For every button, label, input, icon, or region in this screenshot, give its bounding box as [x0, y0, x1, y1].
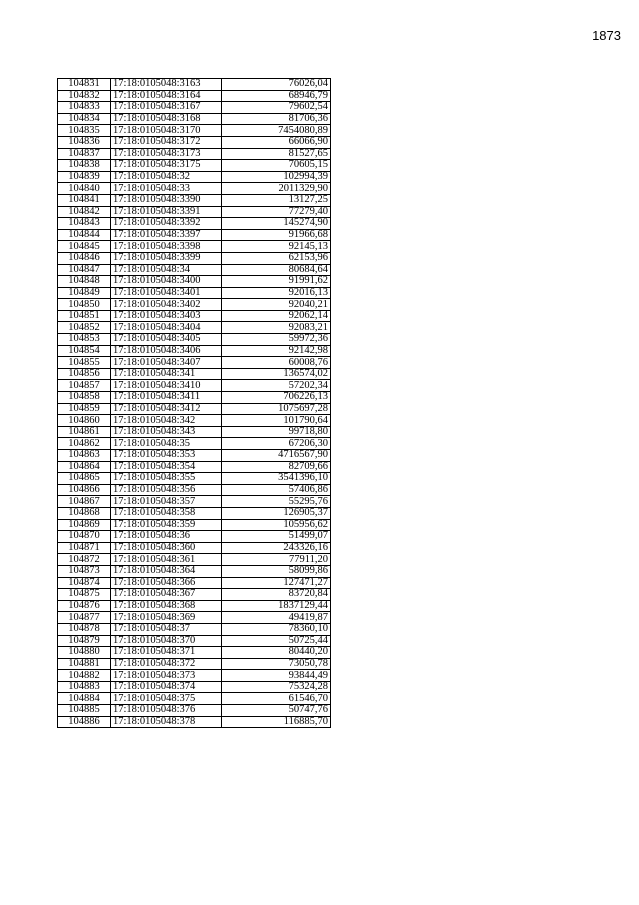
cadastral-value: 55295,76: [222, 496, 331, 508]
cadastral-number: 17:18:0105048:32: [111, 171, 222, 183]
row-number: 104854: [58, 345, 111, 357]
table-row: [58, 635, 331, 647]
cadastral-value: 3541396,10: [222, 473, 331, 485]
row-number: 104876: [58, 600, 111, 612]
cadastral-number: 17:18:0105048:3402: [111, 299, 222, 311]
table-row: [58, 160, 331, 172]
cadastral-value: 92142,98: [222, 345, 331, 357]
cadastral-value-table: [57, 78, 331, 728]
table-row: [58, 310, 331, 322]
cadastral-number: 17:18:0105048:3391: [111, 206, 222, 218]
table-row: [58, 113, 331, 125]
row-number: 104834: [58, 113, 111, 125]
table-row: [58, 450, 331, 462]
row-number: 104858: [58, 392, 111, 404]
table-row: [58, 171, 331, 183]
row-number: 104832: [58, 90, 111, 102]
row-number: 104833: [58, 102, 111, 114]
cadastral-number: 17:18:0105048:3412: [111, 403, 222, 415]
row-number: 104868: [58, 507, 111, 519]
row-number: 104855: [58, 357, 111, 369]
cadastral-value: 82709,66: [222, 461, 331, 473]
cadastral-value: 50725,44: [222, 635, 331, 647]
table-row: [58, 102, 331, 114]
row-number: 104874: [58, 577, 111, 589]
cadastral-number: 17:18:0105048:364: [111, 565, 222, 577]
row-number: 104853: [58, 334, 111, 346]
row-number: 104870: [58, 531, 111, 543]
cadastral-number: 17:18:0105048:3175: [111, 160, 222, 172]
row-number: 104881: [58, 658, 111, 670]
cadastral-value: 81527,65: [222, 148, 331, 160]
cadastral-number: 17:18:0105048:342: [111, 415, 222, 427]
row-number: 104879: [58, 635, 111, 647]
cadastral-value: 102994,39: [222, 171, 331, 183]
cadastral-value: 136574,02: [222, 368, 331, 380]
cadastral-value: 81706,36: [222, 113, 331, 125]
table-row: [58, 392, 331, 404]
cadastral-value: 66066,90: [222, 136, 331, 148]
row-number: 104842: [58, 206, 111, 218]
table-row: [58, 299, 331, 311]
row-number: 104864: [58, 461, 111, 473]
row-number: 104841: [58, 194, 111, 206]
cadastral-value: 2011329,90: [222, 183, 331, 195]
cadastral-value: 92083,21: [222, 322, 331, 334]
table-row: [58, 403, 331, 415]
cadastral-number: 17:18:0105048:3392: [111, 218, 222, 230]
cadastral-number: 17:18:0105048:3399: [111, 252, 222, 264]
cadastral-number: 17:18:0105048:37: [111, 623, 222, 635]
cadastral-value: 77279,40: [222, 206, 331, 218]
row-number: 104850: [58, 299, 111, 311]
table-row: [58, 380, 331, 392]
cadastral-value: 127471,27: [222, 577, 331, 589]
cadastral-value: 76026,04: [222, 79, 331, 91]
row-number: 104831: [58, 79, 111, 91]
cadastral-value: 99718,80: [222, 426, 331, 438]
table-row: [58, 507, 331, 519]
table-row: [58, 136, 331, 148]
cadastral-value: 706226,13: [222, 392, 331, 404]
cadastral-value: 243326,16: [222, 542, 331, 554]
cadastral-value: 73050,78: [222, 658, 331, 670]
table-row: [58, 565, 331, 577]
cadastral-number: 17:18:0105048:341: [111, 368, 222, 380]
table-row: [58, 218, 331, 230]
table-row: [58, 183, 331, 195]
cadastral-number: 17:18:0105048:354: [111, 461, 222, 473]
table-row: [58, 461, 331, 473]
cadastral-value: 80440,20: [222, 647, 331, 659]
table-row: [58, 79, 331, 91]
table-row: [58, 194, 331, 206]
cadastral-number: 17:18:0105048:3411: [111, 392, 222, 404]
table-row: [58, 716, 331, 728]
cadastral-number: 17:18:0105048:353: [111, 450, 222, 462]
cadastral-value: 126905,37: [222, 507, 331, 519]
cadastral-number: 17:18:0105048:35: [111, 438, 222, 450]
cadastral-number: 17:18:0105048:375: [111, 693, 222, 705]
cadastral-number: 17:18:0105048:361: [111, 554, 222, 566]
cadastral-number: 17:18:0105048:357: [111, 496, 222, 508]
row-number: 104838: [58, 160, 111, 172]
cadastral-value: 59972,36: [222, 334, 331, 346]
cadastral-number: 17:18:0105048:3410: [111, 380, 222, 392]
cadastral-value: 83720,84: [222, 589, 331, 601]
cadastral-number: 17:18:0105048:3400: [111, 276, 222, 288]
table-row: [58, 334, 331, 346]
cadastral-number: 17:18:0105048:3390: [111, 194, 222, 206]
row-number: 104837: [58, 148, 111, 160]
row-number: 104863: [58, 450, 111, 462]
cadastral-number: 17:18:0105048:378: [111, 716, 222, 728]
cadastral-number: 17:18:0105048:359: [111, 519, 222, 531]
table-row: [58, 125, 331, 137]
table-row: [58, 473, 331, 485]
cadastral-value: 70605,15: [222, 160, 331, 172]
cadastral-value: 62153,96: [222, 252, 331, 264]
cadastral-value: 4716567,90: [222, 450, 331, 462]
row-number: 104882: [58, 670, 111, 682]
row-number: 104845: [58, 241, 111, 253]
cadastral-number: 17:18:0105048:370: [111, 635, 222, 647]
table-row: [58, 531, 331, 543]
row-number: 104861: [58, 426, 111, 438]
cadastral-number: 17:18:0105048:355: [111, 473, 222, 485]
cadastral-value: 61546,70: [222, 693, 331, 705]
cadastral-number: 17:18:0105048:3163: [111, 79, 222, 91]
table-row: [58, 681, 331, 693]
cadastral-value: 80684,64: [222, 264, 331, 276]
cadastral-number: 17:18:0105048:3406: [111, 345, 222, 357]
row-number: 104878: [58, 623, 111, 635]
cadastral-number: 17:18:0105048:369: [111, 612, 222, 624]
table-row: [58, 670, 331, 682]
cadastral-value: 68946,79: [222, 90, 331, 102]
cadastral-value: 57406,86: [222, 484, 331, 496]
table-row: [58, 415, 331, 427]
row-number: 104884: [58, 693, 111, 705]
cadastral-number: 17:18:0105048:376: [111, 705, 222, 717]
row-number: 104880: [58, 647, 111, 659]
row-number: 104849: [58, 287, 111, 299]
row-number: 104869: [58, 519, 111, 531]
cadastral-number: 17:18:0105048:356: [111, 484, 222, 496]
cadastral-number: 17:18:0105048:374: [111, 681, 222, 693]
row-number: 104886: [58, 716, 111, 728]
cadastral-value: 105956,62: [222, 519, 331, 531]
cadastral-value: 92062,14: [222, 310, 331, 322]
cadastral-value: 1075697,28: [222, 403, 331, 415]
cadastral-value: 60008,76: [222, 357, 331, 369]
table-row: [58, 484, 331, 496]
table-row: [58, 206, 331, 218]
table-row: [58, 600, 331, 612]
table-row: [58, 148, 331, 160]
table-row: [58, 623, 331, 635]
cadastral-value: 79602,54: [222, 102, 331, 114]
row-number: 104872: [58, 554, 111, 566]
table-row: [58, 577, 331, 589]
row-number: 104885: [58, 705, 111, 717]
cadastral-value: 58099,86: [222, 565, 331, 577]
table-body: [58, 79, 331, 728]
row-number: 104860: [58, 415, 111, 427]
table-row: [58, 589, 331, 601]
cadastral-number: 17:18:0105048:358: [111, 507, 222, 519]
table-row: [58, 438, 331, 450]
cadastral-number: 17:18:0105048:36: [111, 531, 222, 543]
row-number: 104843: [58, 218, 111, 230]
cadastral-number: 17:18:0105048:3173: [111, 148, 222, 160]
cadastral-number: 17:18:0105048:368: [111, 600, 222, 612]
cadastral-value: 50747,76: [222, 705, 331, 717]
row-number: 104866: [58, 484, 111, 496]
cadastral-number: 17:18:0105048:3398: [111, 241, 222, 253]
row-number: 104840: [58, 183, 111, 195]
row-number: 104847: [58, 264, 111, 276]
cadastral-number: 17:18:0105048:367: [111, 589, 222, 601]
cadastral-value: 92016,13: [222, 287, 331, 299]
row-number: 104851: [58, 310, 111, 322]
row-number: 104865: [58, 473, 111, 485]
row-number: 104873: [58, 565, 111, 577]
cadastral-value: 92145,13: [222, 241, 331, 253]
cadastral-number: 17:18:0105048:3164: [111, 90, 222, 102]
cadastral-value: 78360,10: [222, 623, 331, 635]
row-number: 104852: [58, 322, 111, 334]
table-row: [58, 90, 331, 102]
row-number: 104848: [58, 276, 111, 288]
table-row: [58, 322, 331, 334]
cadastral-value: 75324,28: [222, 681, 331, 693]
table-row: [58, 368, 331, 380]
table-row: [58, 554, 331, 566]
table-row: [58, 496, 331, 508]
row-number: 104835: [58, 125, 111, 137]
row-number: 104846: [58, 252, 111, 264]
row-number: 104836: [58, 136, 111, 148]
cadastral-number: 17:18:0105048:3167: [111, 102, 222, 114]
row-number: 104856: [58, 368, 111, 380]
cadastral-value: 91991,62: [222, 276, 331, 288]
row-number: 104857: [58, 380, 111, 392]
cadastral-number: 17:18:0105048:34: [111, 264, 222, 276]
cadastral-value: 91966,68: [222, 229, 331, 241]
cadastral-number: 17:18:0105048:3407: [111, 357, 222, 369]
cadastral-value: 67206,30: [222, 438, 331, 450]
cadastral-value: 13127,25: [222, 194, 331, 206]
cadastral-value: 49419,87: [222, 612, 331, 624]
cadastral-number: 17:18:0105048:33: [111, 183, 222, 195]
row-number: 104839: [58, 171, 111, 183]
page-number: 1873: [592, 28, 621, 43]
cadastral-number: 17:18:0105048:372: [111, 658, 222, 670]
cadastral-value: 92040,21: [222, 299, 331, 311]
table-row: [58, 705, 331, 717]
cadastral-value: 116885,70: [222, 716, 331, 728]
row-number: 104859: [58, 403, 111, 415]
table-row: [58, 647, 331, 659]
cadastral-number: 17:18:0105048:373: [111, 670, 222, 682]
cadastral-number: 17:18:0105048:3403: [111, 310, 222, 322]
cadastral-value: 57202,34: [222, 380, 331, 392]
table-row: [58, 542, 331, 554]
cadastral-number: 17:18:0105048:3401: [111, 287, 222, 299]
cadastral-value: 1837129,44: [222, 600, 331, 612]
row-number: 104877: [58, 612, 111, 624]
table-row: [58, 519, 331, 531]
cadastral-value: 7454080,89: [222, 125, 331, 137]
row-number: 104883: [58, 681, 111, 693]
table-row: [58, 658, 331, 670]
cadastral-number: 17:18:0105048:371: [111, 647, 222, 659]
table-row: [58, 287, 331, 299]
table-row: [58, 276, 331, 288]
cadastral-number: 17:18:0105048:3172: [111, 136, 222, 148]
cadastral-number: 17:18:0105048:3170: [111, 125, 222, 137]
cadastral-number: 17:18:0105048:3397: [111, 229, 222, 241]
cadastral-value: 145274,90: [222, 218, 331, 230]
cadastral-number: 17:18:0105048:3405: [111, 334, 222, 346]
cadastral-value: 51499,07: [222, 531, 331, 543]
cadastral-number: 17:18:0105048:366: [111, 577, 222, 589]
cadastral-value: 101790,64: [222, 415, 331, 427]
table-row: [58, 693, 331, 705]
table-row: [58, 241, 331, 253]
cadastral-value: 93844,49: [222, 670, 331, 682]
row-number: 104871: [58, 542, 111, 554]
cadastral-number: 17:18:0105048:3404: [111, 322, 222, 334]
cadastral-value: 77911,20: [222, 554, 331, 566]
table-row: [58, 345, 331, 357]
cadastral-number: 17:18:0105048:343: [111, 426, 222, 438]
table-row: [58, 426, 331, 438]
table-row: [58, 229, 331, 241]
row-number: 104844: [58, 229, 111, 241]
table-row: [58, 264, 331, 276]
table-row: [58, 252, 331, 264]
row-number: 104875: [58, 589, 111, 601]
table-row: [58, 357, 331, 369]
cadastral-number: 17:18:0105048:360: [111, 542, 222, 554]
cadastral-number: 17:18:0105048:3168: [111, 113, 222, 125]
row-number: 104862: [58, 438, 111, 450]
table-row: [58, 612, 331, 624]
row-number: 104867: [58, 496, 111, 508]
